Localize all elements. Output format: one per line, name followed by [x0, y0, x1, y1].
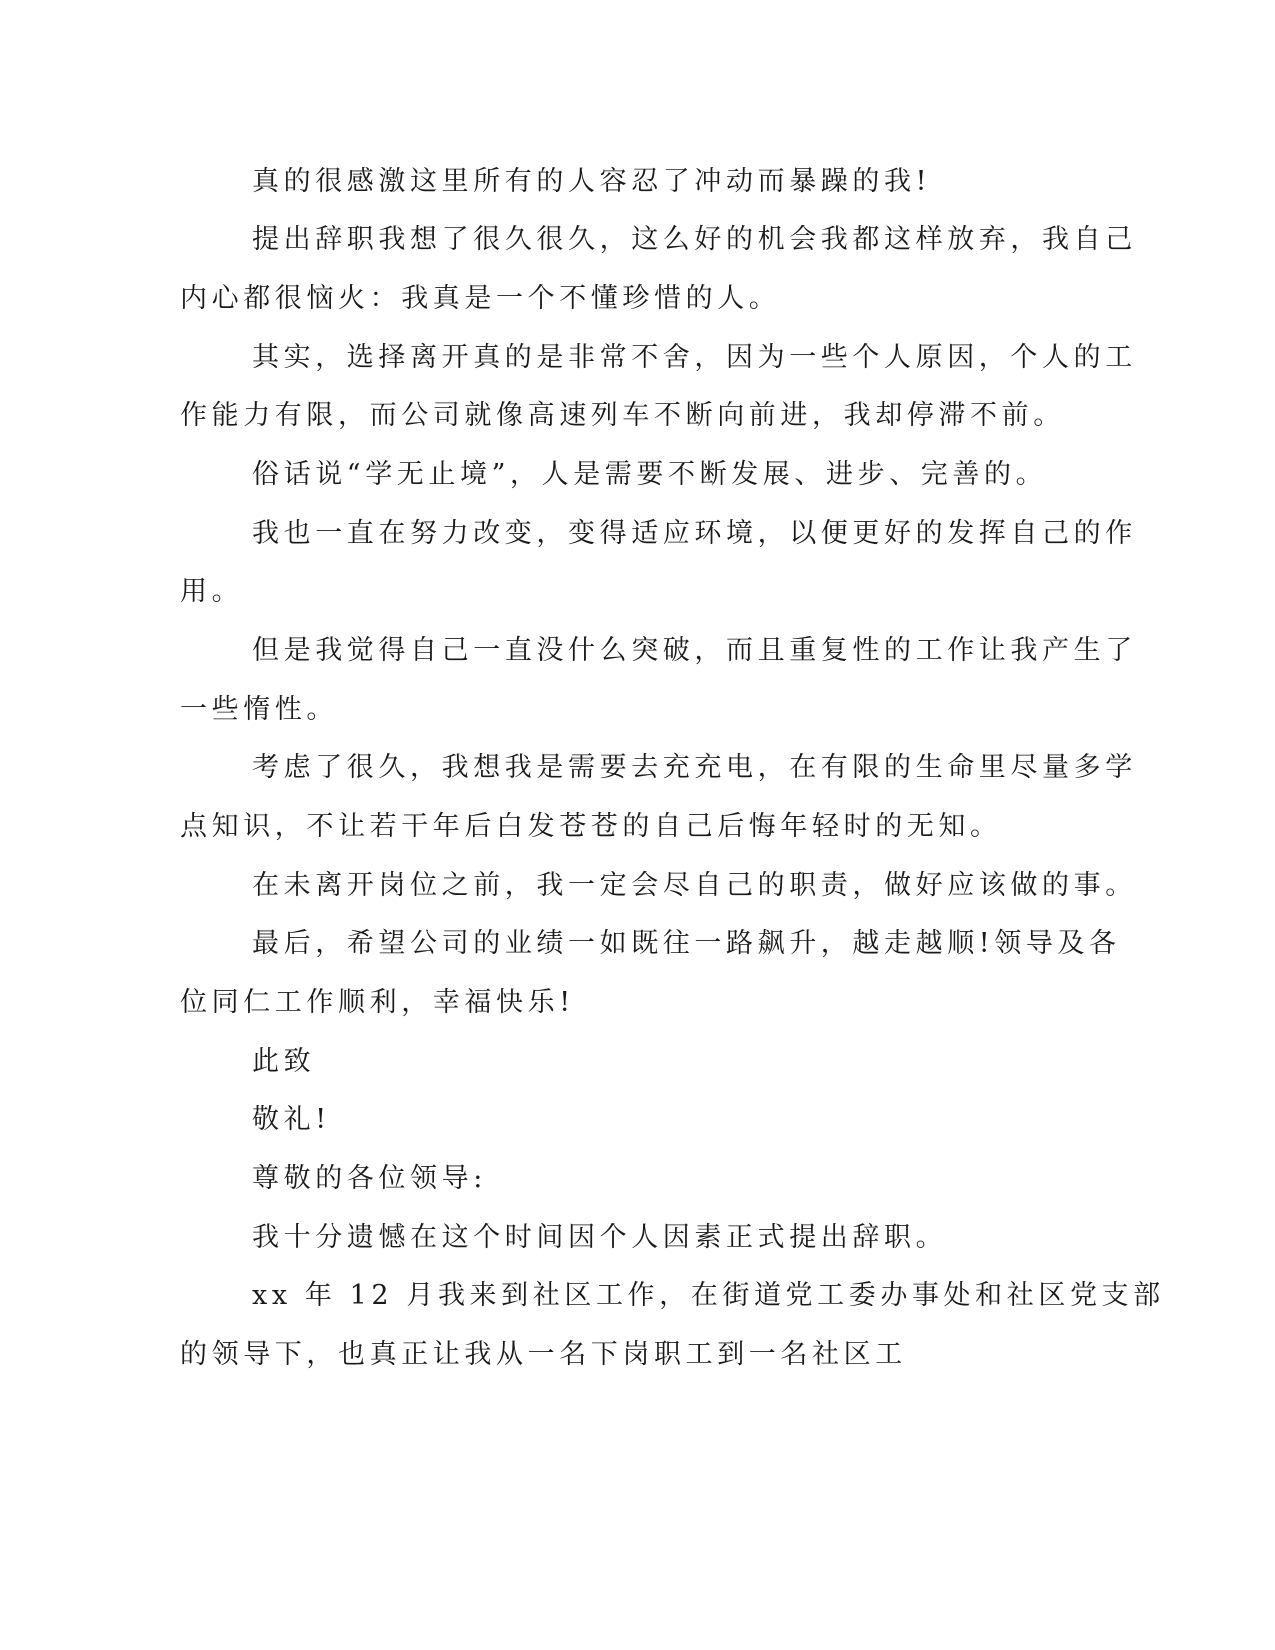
text-line: 俗话说“学无止境”，人是需要不断发展、进步、完善的。 [252, 459, 1048, 490]
text-line: 真的很感激这里所有的人容忍了冲动而暴躁的我! [252, 166, 932, 197]
text-line: 此致 [252, 1046, 316, 1077]
text-line: 一些惰性。 [180, 694, 338, 725]
text-line: 尊敬的各位领导: [252, 1163, 487, 1194]
text-line: 最后，希望公司的业绩一如既往一路飙升，越走越顺!领导及各 [252, 928, 1121, 959]
text-line: 提出辞职我想了很久很久，这么好的机会我都这样放弃，我自己 [252, 224, 1137, 255]
text-line: 我也一直在努力改变，变得适应环境，以便更好的发挥自己的作 [252, 518, 1137, 549]
text-line: 作能力有限，而公司就像高速列车不断向前进，我却停滞不前。 [180, 400, 1065, 431]
text-line: 位同仁工作顺利，幸福快乐! [180, 987, 575, 1018]
text-line: 在未离开岗位之前，我一定会尽自己的职责，做好应该做的事。 [252, 870, 1137, 901]
text-line: xx 年 12 月我来到社区工作，在街道党工委办事处和社区党支部 [252, 1280, 1165, 1311]
text-line: 点知识，不让若干年后白发苍苍的自己后悔年轻时的无知。 [180, 811, 1002, 842]
text-line: 内心都很恼火：我真是一个不懂珍惜的人。 [180, 283, 781, 314]
text-line: 考虑了很久，我想我是需要去充充电，在有限的生命里尽量多学 [252, 752, 1137, 783]
text-line: 敬礼! [252, 1104, 331, 1135]
text-line: 其实，选择离开真的是非常不舍，因为一些个人原因，个人的工 [252, 342, 1137, 373]
text-line: 但是我觉得自己一直没什么突破，而且重复性的工作让我产生了 [252, 635, 1137, 666]
text-line: 我十分遗憾在这个时间因个人因素正式提出辞职。 [252, 1222, 948, 1253]
text-line: 用。 [180, 576, 244, 607]
text-line: 的领导下，也真正让我从一名下岗职工到一名社区工 [180, 1339, 907, 1370]
